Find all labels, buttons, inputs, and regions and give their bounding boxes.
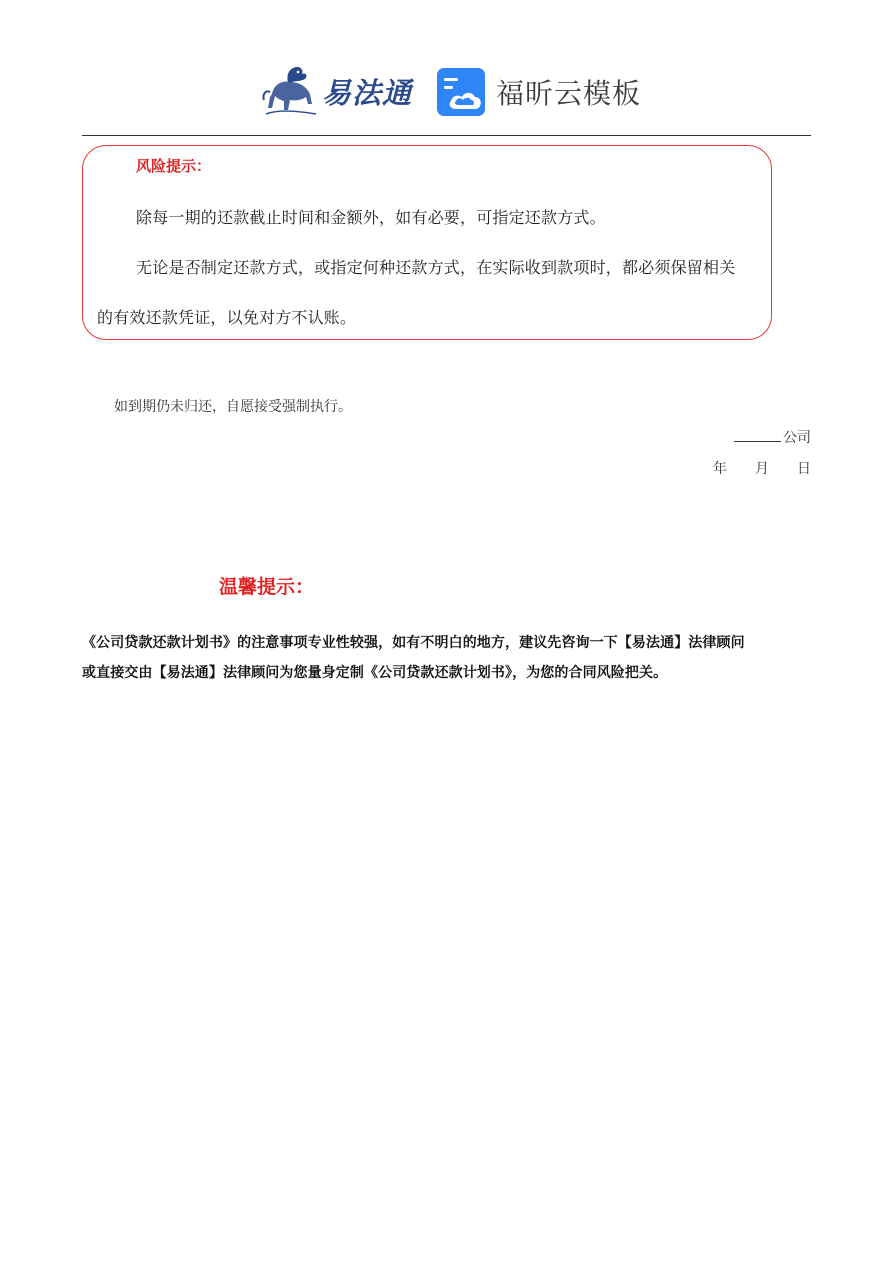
header-divider (82, 135, 811, 136)
risk-warning-title: 风险提示： (136, 157, 212, 175)
yifatong-logo[interactable] (262, 62, 414, 120)
overdue-clause: 如到期仍未归还，自愿接受强制执行。 (114, 399, 352, 415)
page-header (0, 58, 893, 122)
tip-title: 温馨提示： (219, 576, 315, 598)
date-month-label: 月 (755, 461, 769, 477)
risk-warning-box (82, 145, 772, 340)
signature-date (713, 458, 811, 478)
fuxin-template-logo[interactable] (436, 66, 641, 118)
risk-paragraph: 无论是否制定还款方式，或指定何种还款方式，在实际收到款项时，都必须保留相关 (136, 258, 736, 277)
fuxin-logo-text: 福昕云模板 (496, 77, 642, 110)
risk-paragraph: 除每一期的还款截止时间和金额外，如有必要，可指定还款方式。 (136, 208, 606, 227)
risk-paragraph-continuation: 的有效还款凭证，以免对方不认账。 (97, 308, 357, 327)
tip-line: 或直接交由【易法通】法律顾问为您量身定制《公司贷款还款计划书》，为您的合同风险把关。 (82, 665, 668, 681)
company-signature-line (734, 427, 811, 447)
tip-line: 《公司贷款还款计划书》的注意事项专业性较强，如有不明白的地方，建议先咨询一下【易法通】法律顾问 (82, 635, 745, 651)
company-name-blank[interactable] (734, 427, 781, 442)
company-suffix: 公司 (783, 430, 811, 446)
cloud-document-icon (436, 67, 486, 117)
qilin-mascot-icon (262, 64, 320, 118)
date-day-label: 日 (797, 461, 811, 477)
date-year-label: 年 (713, 461, 727, 477)
yifatong-logo-text: 易法通 (322, 75, 413, 110)
